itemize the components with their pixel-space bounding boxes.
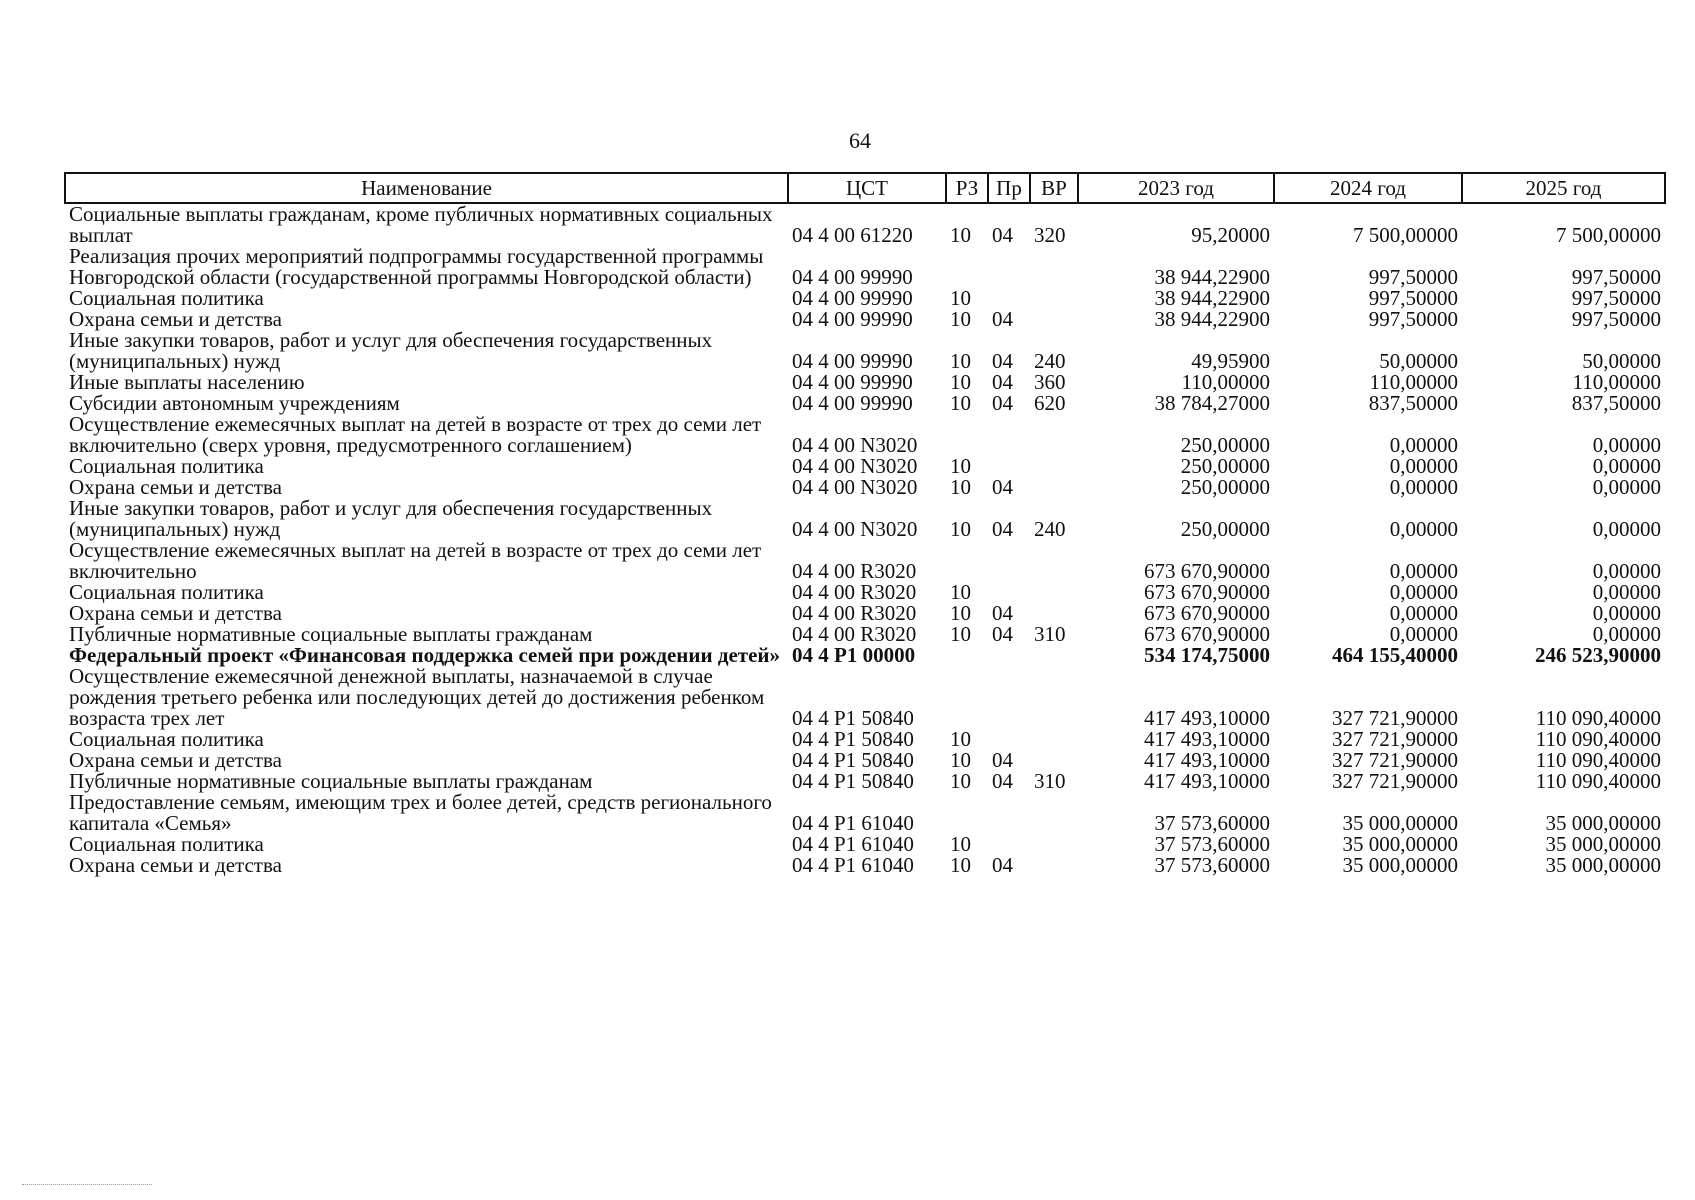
cell-name: Охрана семьи и детства (69, 475, 282, 499)
table-row (65, 603, 1665, 624)
cell-2025: 110,00000 (1572, 370, 1661, 394)
cell-2024: 327 721,90000 (1332, 706, 1458, 730)
cell-pr: 04 (992, 517, 1013, 541)
cell-2024: 0,00000 (1389, 622, 1458, 646)
cell-cst: 04 4 00 N3020 (792, 454, 918, 478)
table-row (65, 792, 1665, 834)
cell-vr (1030, 666, 1078, 729)
cell-rz (946, 792, 988, 834)
cell-2025: 35 000,00000 (1545, 811, 1661, 835)
header-cst: ЦСТ (788, 173, 946, 203)
table-row (65, 582, 1665, 603)
cell-2025: 0,00000 (1592, 433, 1661, 457)
cell-2025: 0,00000 (1592, 517, 1661, 541)
cell-2023: 38 944,22900 (1154, 265, 1270, 289)
cell-name: Социальная политика (69, 454, 264, 478)
cell-rz: 10 (950, 580, 971, 604)
cell-name: Федеральный проект «Финансовая поддержка семей при рождении детей» (69, 643, 781, 667)
cell-rz: 10 (950, 286, 971, 310)
cell-2023: 417 493,10000 (1144, 769, 1270, 793)
cell-name: Осуществление ежемесячных выплат на детей в возрасте от трех до семи лет включительно (69, 538, 762, 583)
cell-pr (988, 834, 1030, 855)
cell-2024: 0,00000 (1389, 433, 1458, 457)
cell-cst: 04 4 00 R3020 (792, 601, 917, 625)
cell-name: Охрана семьи и детства (69, 307, 282, 331)
cell-vr: 360 (1034, 370, 1066, 394)
cell-2024: 35 000,00000 (1342, 853, 1458, 877)
header-2024: 2024 год (1274, 173, 1462, 203)
table-row (65, 750, 1665, 771)
cell-2025: 110 090,40000 (1535, 727, 1661, 751)
cell-cst: 04 4 00 99990 (792, 286, 913, 310)
cell-cst: 04 4 00 99990 (792, 391, 913, 415)
cell-rz: 10 (950, 223, 971, 247)
table-row (65, 498, 1665, 540)
cell-rz: 10 (950, 517, 971, 541)
cell-2025: 0,00000 (1592, 622, 1661, 646)
cell-vr (1030, 729, 1078, 750)
cell-2024: 0,00000 (1389, 580, 1458, 604)
cell-2023: 417 493,10000 (1144, 706, 1270, 730)
cell-rz: 10 (950, 748, 971, 772)
cell-vr: 620 (1034, 391, 1066, 415)
table-row (65, 309, 1665, 330)
cell-2024: 0,00000 (1389, 454, 1458, 478)
cell-cst: 04 4 00 99990 (792, 307, 913, 331)
cell-2025: 35 000,00000 (1545, 832, 1661, 856)
cell-pr: 04 (992, 601, 1013, 625)
table-row (65, 624, 1665, 645)
cell-name: Социальная политика (69, 727, 264, 751)
table-row (65, 456, 1665, 477)
cell-name: Предоставление семьям, имеющим трех и более детей, средств регионального капитала «Семья» (69, 790, 772, 835)
cell-2025: 997,50000 (1571, 286, 1661, 310)
cell-2024: 837,50000 (1368, 391, 1458, 415)
cell-name: Социальная политика (69, 580, 264, 604)
cell-rz (946, 414, 988, 456)
cell-2023: 37 573,60000 (1154, 832, 1270, 856)
table-row (65, 414, 1665, 456)
table-row (65, 203, 1665, 246)
cell-2023: 38 784,27000 (1154, 391, 1270, 415)
table-row (65, 834, 1665, 855)
table-row (65, 330, 1665, 372)
cell-name: Иные закупки товаров, работ и услуг для обеспечения государственных (муниципальных) нужд (69, 496, 713, 541)
cell-name: Осуществление ежемесячной денежной выплаты, назначаемой в случае рождения третьего ребенка или последующих детей до достижения ребенком возраста трех лет (69, 664, 765, 730)
cell-2024: 50,00000 (1379, 349, 1458, 373)
cell-vr (1030, 582, 1078, 603)
cell-cst: 04 4 P1 00000 (792, 643, 916, 667)
cell-pr: 04 (992, 349, 1013, 373)
cell-cst: 04 4 00 99990 (792, 349, 913, 373)
cell-pr: 04 (992, 223, 1013, 247)
cell-pr: 04 (992, 622, 1013, 646)
cell-pr (988, 645, 1030, 666)
cell-pr: 04 (992, 370, 1013, 394)
cell-rz (946, 666, 988, 729)
cell-2024: 327 721,90000 (1332, 769, 1458, 793)
cell-2023: 49,95900 (1191, 349, 1270, 373)
cell-vr: 310 (1034, 622, 1066, 646)
cell-cst: 04 4 P1 61040 (792, 853, 914, 877)
cell-cst: 04 4 P1 61040 (792, 832, 914, 856)
cell-cst: 04 4 00 R3020 (792, 580, 917, 604)
cell-2024: 0,00000 (1389, 559, 1458, 583)
cell-pr (988, 792, 1030, 834)
header-rz: РЗ (946, 173, 988, 203)
cell-pr (988, 582, 1030, 603)
header-2025: 2025 год (1462, 173, 1665, 203)
cell-pr (988, 246, 1030, 288)
cell-2025: 110 090,40000 (1535, 706, 1661, 730)
cell-2023: 37 573,60000 (1154, 811, 1270, 835)
cell-rz: 10 (950, 622, 971, 646)
cell-rz: 10 (950, 769, 971, 793)
header-pr: Пр (988, 173, 1030, 203)
cell-vr (1030, 246, 1078, 288)
cell-2024: 327 721,90000 (1332, 748, 1458, 772)
cell-2024: 464 155,40000 (1332, 643, 1458, 667)
cell-2024: 327 721,90000 (1332, 727, 1458, 751)
cell-rz (946, 540, 988, 582)
table-row (65, 666, 1665, 729)
cell-rz: 10 (950, 832, 971, 856)
cell-2024: 7 500,00000 (1353, 223, 1458, 247)
cell-vr (1030, 477, 1078, 498)
cell-2023: 38 944,22900 (1154, 286, 1270, 310)
cell-rz: 10 (950, 454, 971, 478)
table-row (65, 477, 1665, 498)
cell-vr: 240 (1034, 349, 1066, 373)
table-row (65, 729, 1665, 750)
cell-cst: 04 4 P1 50840 (792, 769, 914, 793)
cell-2025: 0,00000 (1592, 580, 1661, 604)
cell-cst: 04 4 00 N3020 (792, 433, 918, 457)
cell-vr (1030, 414, 1078, 456)
cell-name: Субсидии автономным учреждениям (69, 391, 400, 415)
cell-2023: 110,00000 (1181, 370, 1270, 394)
cell-pr: 04 (992, 307, 1013, 331)
cell-pr: 04 (992, 769, 1013, 793)
cell-2023: 95,20000 (1191, 223, 1270, 247)
header-2023: 2023 год (1078, 173, 1274, 203)
cell-2025: 246 523,90000 (1535, 643, 1661, 667)
cell-vr (1030, 834, 1078, 855)
footer-divider (22, 1184, 152, 1185)
cell-cst: 04 4 00 99990 (792, 370, 913, 394)
cell-name: Публичные нормативные социальные выплаты гражданам (69, 769, 593, 793)
cell-2024: 35 000,00000 (1342, 832, 1458, 856)
cell-2023: 673 670,90000 (1144, 622, 1270, 646)
cell-pr: 04 (992, 475, 1013, 499)
cell-name: Социальная политика (69, 832, 264, 856)
cell-vr (1030, 288, 1078, 309)
cell-2025: 837,50000 (1571, 391, 1661, 415)
cell-rz: 10 (950, 853, 971, 877)
cell-2025: 110 090,40000 (1535, 769, 1661, 793)
cell-2023: 250,00000 (1180, 517, 1270, 541)
cell-vr (1030, 855, 1078, 876)
cell-2025: 0,00000 (1592, 601, 1661, 625)
table-row (65, 288, 1665, 309)
table-row (65, 540, 1665, 582)
cell-2025: 7 500,00000 (1556, 223, 1661, 247)
cell-pr (988, 456, 1030, 477)
cell-vr: 240 (1034, 517, 1066, 541)
cell-rz: 10 (950, 601, 971, 625)
cell-2024: 997,50000 (1368, 286, 1458, 310)
cell-pr (988, 666, 1030, 729)
cell-cst: 04 4 00 N3020 (792, 517, 918, 541)
cell-cst: 04 4 00 R3020 (792, 559, 917, 583)
cell-pr: 04 (992, 748, 1013, 772)
cell-vr (1030, 309, 1078, 330)
cell-2025: 0,00000 (1592, 559, 1661, 583)
cell-name: Осуществление ежемесячных выплат на детей в возрасте от трех до семи лет включительно (сверх уровня, предусмотренного соглашением) (69, 412, 762, 457)
cell-pr (988, 540, 1030, 582)
page-number: 64 (849, 128, 871, 153)
cell-name: Социальная политика (69, 286, 264, 310)
cell-vr (1030, 603, 1078, 624)
cell-rz (946, 645, 988, 666)
cell-cst: 04 4 00 R3020 (792, 622, 917, 646)
cell-2024: 0,00000 (1389, 517, 1458, 541)
cell-vr (1030, 645, 1078, 666)
cell-pr (988, 414, 1030, 456)
cell-name: Охрана семьи и детства (69, 601, 282, 625)
header-row (65, 173, 1665, 203)
cell-cst: 04 4 00 61220 (792, 223, 913, 247)
cell-pr: 04 (992, 391, 1013, 415)
cell-2025: 50,00000 (1582, 349, 1661, 373)
cell-2024: 997,50000 (1368, 265, 1458, 289)
cell-vr: 310 (1034, 769, 1066, 793)
table-row (65, 645, 1665, 666)
cell-vr (1030, 750, 1078, 771)
cell-2025: 997,50000 (1571, 307, 1661, 331)
cell-name: Социальные выплаты гражданам, кроме публичных нормативных социальных выплат (69, 202, 773, 247)
cell-2024: 110,00000 (1369, 370, 1458, 394)
cell-name: Охрана семьи и детства (69, 748, 282, 772)
cell-cst: 04 4 P1 50840 (792, 748, 914, 772)
budget-table (64, 172, 1666, 876)
header-vr: ВР (1030, 173, 1078, 203)
cell-pr: 04 (992, 853, 1013, 877)
cell-2023: 250,00000 (1180, 475, 1270, 499)
table-row (65, 372, 1665, 393)
table-row (65, 771, 1665, 792)
cell-2024: 0,00000 (1389, 601, 1458, 625)
cell-name: Охрана семьи и детства (69, 853, 282, 877)
cell-cst: 04 4 P1 50840 (792, 727, 914, 751)
cell-name: Публичные нормативные социальные выплаты гражданам (69, 622, 593, 646)
cell-name: Иные выплаты населению (69, 370, 305, 394)
cell-vr (1030, 456, 1078, 477)
cell-name: Реализация прочих мероприятий подпрограммы государственной программы Новгородской области (государственной программы Новгородской области) (69, 244, 764, 289)
cell-2023: 673 670,90000 (1144, 580, 1270, 604)
cell-2023: 250,00000 (1180, 454, 1270, 478)
cell-name: Иные закупки товаров, работ и услуг для обеспечения государственных (муниципальных) нужд (69, 328, 713, 373)
cell-pr (988, 729, 1030, 750)
table-body (65, 203, 1665, 876)
cell-2024: 0,00000 (1389, 475, 1458, 499)
cell-2025: 0,00000 (1592, 454, 1661, 478)
table-row (65, 393, 1665, 414)
table-row (65, 246, 1665, 288)
cell-rz (946, 246, 988, 288)
cell-cst: 04 4 00 99990 (792, 265, 913, 289)
cell-2023: 673 670,90000 (1144, 559, 1270, 583)
cell-2023: 534 174,75000 (1144, 643, 1270, 667)
cell-2023: 673 670,90000 (1144, 601, 1270, 625)
cell-cst: 04 4 P1 50840 (792, 706, 914, 730)
cell-2025: 110 090,40000 (1535, 748, 1661, 772)
table-row (65, 855, 1665, 876)
cell-2025: 35 000,00000 (1545, 853, 1661, 877)
cell-rz: 10 (950, 391, 971, 415)
cell-cst: 04 4 P1 61040 (792, 811, 914, 835)
cell-2024: 997,50000 (1368, 307, 1458, 331)
cell-rz: 10 (950, 475, 971, 499)
cell-rz: 10 (950, 349, 971, 373)
cell-rz: 10 (950, 370, 971, 394)
cell-2023: 417 493,10000 (1144, 748, 1270, 772)
cell-pr (988, 288, 1030, 309)
cell-2023: 417 493,10000 (1144, 727, 1270, 751)
cell-2025: 997,50000 (1571, 265, 1661, 289)
cell-cst: 04 4 00 N3020 (792, 475, 918, 499)
cell-vr (1030, 540, 1078, 582)
cell-rz: 10 (950, 307, 971, 331)
cell-2024: 35 000,00000 (1342, 811, 1458, 835)
cell-2023: 250,00000 (1180, 433, 1270, 457)
cell-2023: 38 944,22900 (1154, 307, 1270, 331)
cell-2023: 37 573,60000 (1154, 853, 1270, 877)
cell-2025: 0,00000 (1592, 475, 1661, 499)
cell-rz: 10 (950, 727, 971, 751)
cell-vr: 320 (1034, 223, 1066, 247)
header-name: Наименование (65, 173, 788, 203)
cell-vr (1030, 792, 1078, 834)
